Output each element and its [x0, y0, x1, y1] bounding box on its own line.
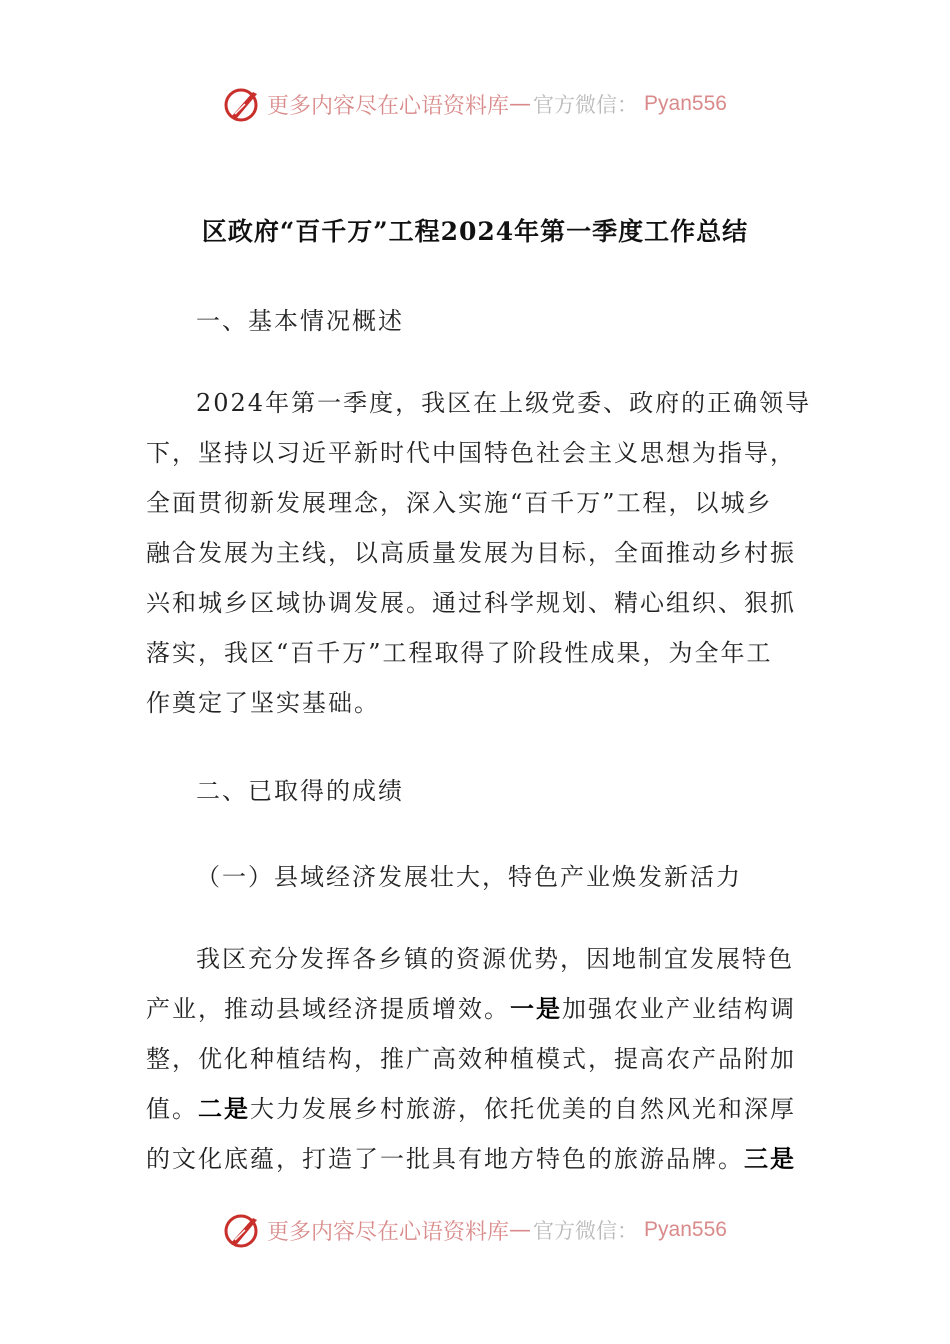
paragraph-county-economy — [146, 934, 806, 1184]
paragraph-line — [146, 1084, 806, 1134]
paragraph-line: 下，坚持以习近平新时代中国特色社会主义思想为指导， — [146, 439, 796, 467]
watermark-separator: — — [509, 1217, 532, 1243]
section-heading-overview: 一、基本情况概述 — [196, 307, 404, 335]
bold-marker: 二是 — [198, 1094, 250, 1123]
quill-logo-icon — [223, 1210, 263, 1250]
paragraph-line: 全面贯彻新发展理念，深入实施“百千万”工程，以城乡 — [146, 489, 773, 517]
paragraph-line: 我区充分发挥各乡镇的资源优势，因地制宜发展特色 — [196, 945, 794, 973]
bold-marker: 三是 — [744, 1144, 796, 1173]
subsection-heading-county-economy: （一）县域经济发展壮大，特色产业焕发新活力 — [196, 863, 742, 891]
watermark-wechat-id: Pyan556 — [644, 92, 727, 115]
paragraph-line: 兴和城乡区域协调发展。通过科学规划、精心组织、狠抓 — [146, 589, 796, 617]
paragraph-line: 融合发展为主线，以高质量发展为目标，全面推动乡村振 — [146, 539, 796, 567]
section-heading-achievements: 二、已取得的成绩 — [196, 777, 404, 805]
paragraph-overview — [146, 378, 812, 728]
watermark-separator: — — [509, 91, 532, 117]
bold-marker: 一是 — [510, 994, 562, 1023]
document-title: 区政府“百千万”工程2024年第一季度工作总结 — [201, 217, 749, 246]
watermark-banner-bottom — [0, 1208, 950, 1252]
quill-logo-icon — [223, 84, 263, 124]
watermark-text: 更多内容尽在心语资料库 — [267, 1219, 510, 1245]
paragraph-line: 整，优化种植结构，推广高效种植模式，提高农产品附加 — [146, 1045, 796, 1073]
watermark-banner-top — [0, 82, 950, 126]
watermark-text: 更多内容尽在心语资料库 — [267, 93, 510, 119]
watermark-wechat-id: Pyan556 — [644, 1218, 727, 1241]
paragraph-line — [146, 984, 806, 1034]
paragraph-line: 落实，我区“百千万”工程取得了阶段性成果，为全年工 — [146, 639, 773, 667]
watermark-official-label: 官方微信： — [533, 93, 639, 117]
paragraph-text: 加强农业产业结构调 — [562, 995, 796, 1023]
paragraph-line: 作奠定了坚实基础。 — [146, 689, 380, 717]
paragraph-line: 2024年第一季度，我区在上级党委、政府的正确领导 — [196, 389, 812, 417]
watermark-official-label: 官方微信： — [533, 1219, 639, 1243]
paragraph-line — [146, 1134, 806, 1184]
paragraph-text: 大力发展乡村旅游，依托优美的自然风光和深厚 — [250, 1095, 796, 1123]
paragraph-text: 的文化底蕴，打造了一批具有地方特色的旅游品牌。 — [146, 1145, 744, 1173]
paragraph-text: 值。 — [146, 1095, 198, 1123]
paragraph-text: 产业，推动县域经济提质增效。 — [146, 995, 510, 1023]
